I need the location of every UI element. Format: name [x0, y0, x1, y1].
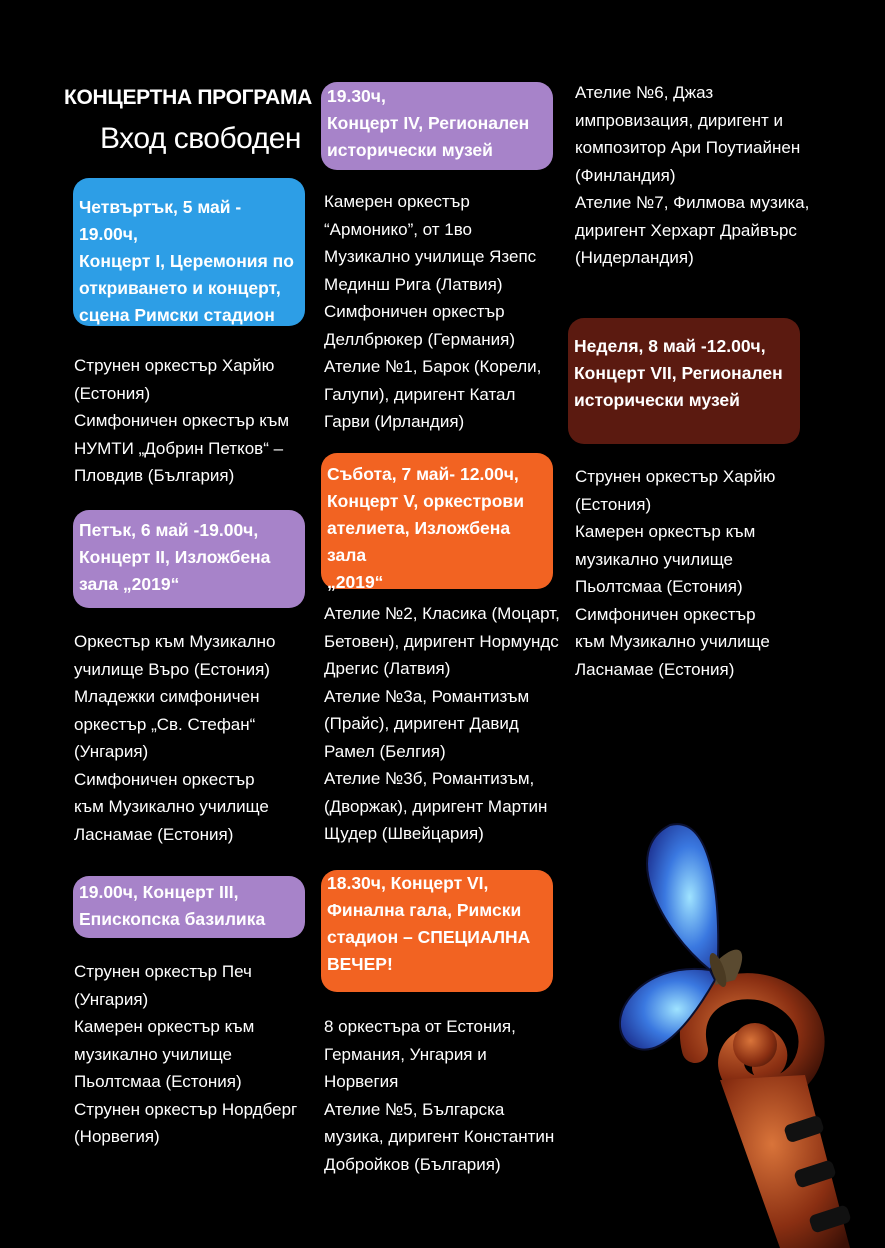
- violin-scroll-icon: [693, 986, 852, 1248]
- concert-5-performers: Ателие №2, Класика (Моцарт, Бетовен), диригент Нормундс Дрегис (Латвия) Ателие №3а, Романтизъм (Прайс), диригент Давид Рамел (Белгия) Ателие №3б, Романтизъм, (Дворжак), диригент Мартин Щудер (Швейцария): [324, 604, 560, 843]
- concert-1-performers: Струнен оркестър Харйю (Естония) Симфоничен оркестър към НУМТИ „Добрин Петков“ – Пловдив (България): [74, 356, 290, 485]
- concert-1-box: Четвъртък, 5 май - 19.00ч, Концерт I, Церемония по откриването и концерт, сцена Римски стадион: [73, 178, 305, 326]
- concert-4-box: 19.30ч, Концерт IV, Регионален исторически музей: [321, 82, 553, 170]
- concert-2-box: Петък, 6 май -19.00ч, Концерт II, Изложбена зала „2019“: [73, 510, 305, 608]
- concert-7-box: Неделя, 8 май -12.00ч, Концерт VII, Регионален исторически музей: [568, 318, 800, 444]
- concert-6-box: 18.30ч, Концерт VI, Финална гала, Римски стадион – СПЕЦИАЛНА ВЕЧЕР!: [321, 870, 553, 992]
- program-title: КОНЦЕРТНА ПРОГРАМА: [64, 86, 313, 109]
- concert-3-box: 19.00ч, Концерт III, Епископска базилика: [73, 876, 305, 938]
- concert-4-performers: Камерен оркестър “Армонико”, от 1во Музикално училище Язепс Мединш Рига (Латвия) Симфоничен оркестър Деллбрюкер (Германия) Ателие №1, Барок (Корели, Галупи), диригент Катал Гарви (Ирландия): [324, 192, 542, 431]
- concert-7-performers: Струнен оркестър Харйю (Естония) Камерен оркестър към музикално училище Пьолтсмаа (Естония) Симфоничен оркестър към Музикално училище Ласнамае (Естония): [575, 467, 776, 679]
- concert-2-performers: Оркестър към Музикално училище Върo (Естония) Младежки симфоничен оркестър „Св. Стефан“ (Унгария) Симфоничен оркестър към Музикално училище Ласнамае (Естония): [74, 632, 276, 844]
- concert-5-box: Събота, 7 май- 12.00ч, Концерт V, оркестрови ателиета, Изложбена зала „2019“: [321, 453, 553, 589]
- concert-6-performers: 8 оркестъра от Естония, Германия, Унгария и Норвегия Ателие №5, Българска музика, диригент Константин Добройков (България): [324, 1017, 555, 1174]
- concert-3-performers: Струнен оркестър Печ (Унгария) Камерен оркестър към музикално училище Пьолтсмаа (Естония) Струнен оркестър Нордберг (Норвегия): [74, 962, 298, 1146]
- program-subtitle: Вход свободен: [100, 122, 301, 155]
- butterfly-violin-illustration: [600, 820, 885, 1248]
- butterfly-icon: [620, 824, 742, 1049]
- workshops-6-7: Ателие №6, Джаз импровизация, диригент и композитор Ари Поутиайнен (Финландия) Ателие №7, Филмова музика, диригент Херхарт Драйвърс (Нидерландия): [575, 83, 810, 267]
